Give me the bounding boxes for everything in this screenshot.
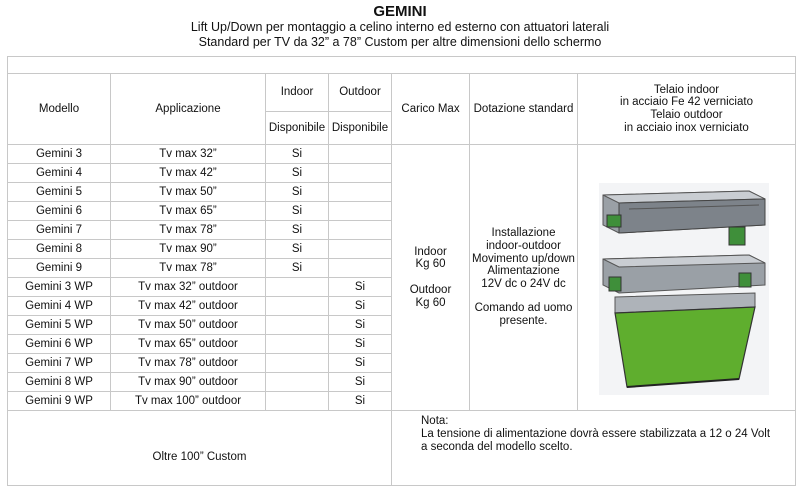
note-line: La tensione di alimentazione dovrà essere stabilizzata a 12 o 24 Volt: [421, 428, 771, 440]
header-dotazione: Dotazione standard: [470, 74, 578, 145]
cell-outdoor: [329, 240, 392, 259]
cell-modello: Gemini 4 WP: [8, 297, 111, 316]
page-title: GEMINI: [373, 3, 427, 20]
cell-applicazione: Tv max 42”: [111, 164, 266, 183]
dotazione-line: 12V dc o 24V dc: [481, 277, 566, 290]
dotazione-line: Movimento up/down: [472, 252, 575, 265]
dotazione-line: Alimentazione: [487, 265, 560, 278]
dotazione-line: Installazione: [491, 227, 556, 240]
carico-line: Outdoor: [409, 284, 452, 296]
cell-indoor: [266, 373, 329, 392]
carico-line: [392, 271, 469, 284]
cell-modello: Gemini 4: [8, 164, 111, 183]
cell-applicazione: Tv max 65”: [111, 202, 266, 221]
cell-outdoor: Si: [329, 354, 392, 373]
cell-modello: Gemini 5 WP: [8, 316, 111, 335]
dotazione-line: presente.: [499, 314, 548, 327]
cell-modello: Gemini 7 WP: [8, 354, 111, 373]
cell-outdoor: Si: [329, 373, 392, 392]
cell-applicazione: Tv max 100” outdoor: [111, 392, 266, 411]
cell-indoor: Si: [266, 145, 329, 164]
page-subtitle-2: Standard per TV da 32” a 78” Custom per altre dimensioni dello schermo: [198, 35, 602, 49]
cell-indoor: Si: [266, 240, 329, 259]
cell-indoor: [266, 278, 329, 297]
blank-row: [8, 57, 796, 74]
header-telaio: [578, 74, 796, 145]
dotazione-line: indoor-outdoor: [486, 240, 561, 253]
cell-outdoor: [329, 221, 392, 240]
telaio-line: Telaio indoor: [653, 83, 720, 96]
note-line: a seconda del modello scelto.: [421, 441, 573, 453]
header-carico-max: Carico Max: [392, 74, 470, 145]
cell-modello: Gemini 9 WP: [8, 392, 111, 411]
note-cell: [392, 411, 796, 486]
product-images-cell: [578, 145, 796, 411]
cell-applicazione: Tv max 90”: [111, 240, 266, 259]
cell-modello: Gemini 8 WP: [8, 373, 111, 392]
dotazione-line: Comando ad uomo: [474, 302, 573, 315]
cell-outdoor: Si: [329, 297, 392, 316]
carico-line: Kg 60: [415, 258, 446, 271]
cell-applicazione: Tv max 50”: [111, 183, 266, 202]
dotazione-cell: [470, 145, 578, 411]
telaio-line: in acciaio Fe 42 verniciato: [620, 96, 753, 109]
cell-indoor: [266, 316, 329, 335]
product-images: [579, 147, 795, 405]
cell-outdoor: [329, 202, 392, 221]
cell-modello: Gemini 9: [8, 259, 111, 278]
cell-outdoor: [329, 164, 392, 183]
cell-outdoor: [329, 183, 392, 202]
product-image-closed: [599, 183, 769, 255]
cell-indoor: [266, 354, 329, 373]
cell-outdoor: Si: [329, 335, 392, 354]
cell-indoor: Si: [266, 221, 329, 240]
custom-cell: Oltre 100” Custom: [8, 411, 392, 486]
header-modello: Modello: [8, 74, 111, 145]
telaio-line: Telaio outdoor: [650, 109, 723, 121]
cell-indoor: Si: [266, 259, 329, 278]
cell-outdoor: Si: [329, 392, 392, 411]
header-outdoor: Outdoor: [329, 74, 392, 112]
cell-applicazione: Tv max 32” outdoor: [111, 278, 266, 297]
header-indoor: Indoor: [266, 74, 329, 112]
cell-outdoor: [329, 145, 392, 164]
header-applicazione: Applicazione: [111, 74, 266, 145]
cell-applicazione: Tv max 50” outdoor: [111, 316, 266, 335]
cell-modello: Gemini 6 WP: [8, 335, 111, 354]
cell-indoor: [266, 297, 329, 316]
cell-applicazione: Tv max 32”: [111, 145, 266, 164]
cell-indoor: [266, 392, 329, 411]
cell-applicazione: Tv max 78”: [111, 221, 266, 240]
spec-table: [7, 56, 796, 486]
dotazione-line: [470, 290, 577, 302]
header-indoor-disponibile: Disponibile: [266, 112, 329, 145]
cell-modello: Gemini 6: [8, 202, 111, 221]
cell-applicazione: Tv max 90” outdoor: [111, 373, 266, 392]
cell-outdoor: Si: [329, 316, 392, 335]
cell-outdoor: [329, 259, 392, 278]
table-row: [8, 145, 796, 164]
product-image-open: [599, 253, 769, 395]
carico-cell: [392, 145, 470, 411]
cell-outdoor: Si: [329, 278, 392, 297]
carico-line: Kg 60: [415, 296, 446, 309]
cell-applicazione: Tv max 78” outdoor: [111, 354, 266, 373]
cell-modello: Gemini 5: [8, 183, 111, 202]
cell-modello: Gemini 3: [8, 145, 111, 164]
cell-modello: Gemini 8: [8, 240, 111, 259]
cell-modello: Gemini 3 WP: [8, 278, 111, 297]
cell-indoor: Si: [266, 164, 329, 183]
page-subtitle-1: Lift Up/Down per montaggio a celino interno ed esterno con attuatori laterali: [190, 20, 610, 34]
cell-indoor: Si: [266, 202, 329, 221]
header-outdoor-disponibile: Disponibile: [329, 112, 392, 145]
cell-applicazione: Tv max 78”: [111, 259, 266, 278]
cell-applicazione: Tv max 42” outdoor: [111, 297, 266, 316]
cell-indoor: Si: [266, 183, 329, 202]
carico-line: Indoor: [414, 245, 447, 258]
cell-indoor: [266, 335, 329, 354]
telaio-line: in acciaio inox verniciato: [624, 121, 749, 134]
note-line: Nota:: [421, 415, 449, 427]
cell-applicazione: Tv max 65” outdoor: [111, 335, 266, 354]
cell-modello: Gemini 7: [8, 221, 111, 240]
